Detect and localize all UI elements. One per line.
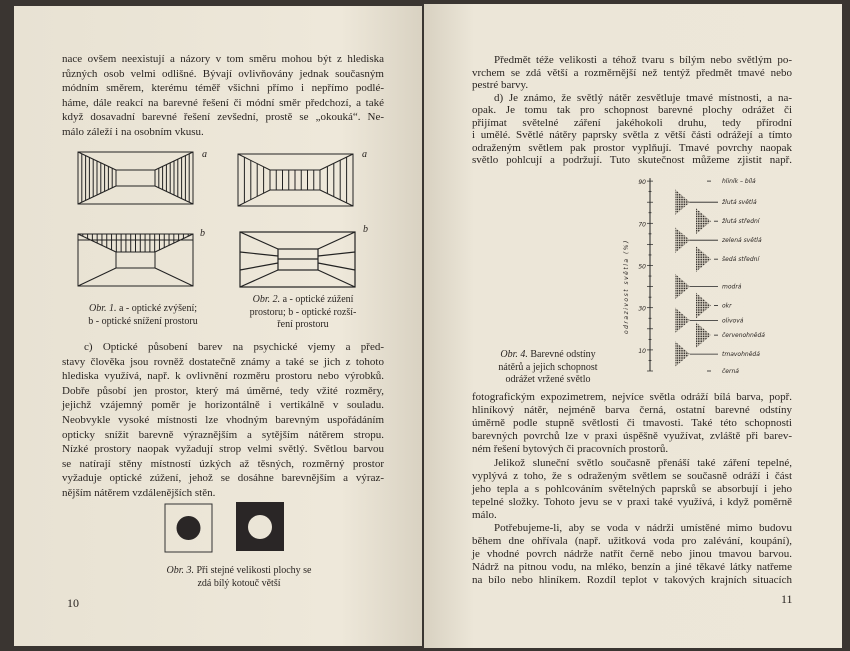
figure-1-label-b: b bbox=[200, 228, 205, 239]
left-page bbox=[14, 6, 422, 646]
text-line: světlo pohlcují a podržují. Tuto skutečnost můžeme zjistit např. bbox=[472, 154, 792, 166]
text-line: ném řešení bytových či pracovních prostorů. bbox=[472, 443, 669, 456]
page-number: 11 bbox=[781, 592, 793, 606]
reflectance-triangle bbox=[696, 293, 711, 319]
figure-1-label-a: a bbox=[202, 149, 207, 160]
paragraph bbox=[472, 391, 792, 456]
figure-2-caption: Obr. 2. a - optické zúžení prostoru; b - optické rozší- ření prostoru bbox=[249, 294, 357, 330]
color-label: hliník – bílá bbox=[722, 178, 756, 186]
y-axis-label: odrazivost světla (%) bbox=[623, 239, 630, 335]
text-line: úměrně podle stupně světlosti či tmavosti. Také této schopnosti bbox=[472, 417, 792, 430]
text-line: vyplývá z toho, že s odraženým světlem se současně odráží i část bbox=[472, 469, 792, 482]
text-line: jeho tepla a s pohlcováním světelných paprsků se absorbují i jeho bbox=[472, 482, 792, 495]
figure-4-caption: Obr. 4. Barevné odstíny nátěrů a jejich schopnost odrážet vržené světlo bbox=[498, 349, 598, 385]
figure-2-label-b: b bbox=[363, 224, 368, 235]
text-line: tepelné složky. Tohoto jevu se v praxi také využívá, i když poměrně bbox=[472, 495, 792, 508]
text-line: háme, dále reakcí na barevné řešení či módní směr předchozí, a také bbox=[62, 96, 384, 109]
figure-1-b-illustration bbox=[78, 234, 198, 289]
figure-2-a-illustration bbox=[238, 154, 358, 209]
text-line: přijímat světelné záření jakéhokoli druhu, tedy přírodní bbox=[472, 116, 792, 129]
text-line: Dobře působí jen prostor, který má úměrné, tedy vžité rozměry, bbox=[62, 384, 384, 397]
text-line: i umělé. Světlé nátěry paprsky světla z větší části odrážejí a tímto bbox=[472, 129, 792, 141]
reflectance-triangle bbox=[696, 246, 711, 272]
text-line: Předmět téže velikosti a téhož tvaru s bílým nebo světlým po- bbox=[494, 54, 792, 66]
tick-label: 90 bbox=[638, 179, 646, 187]
text-line: Nízké prostory naopak vyžadují strop velmi světlý. Světlou barvou bbox=[62, 443, 384, 456]
figure-4-reflectance-chart bbox=[424, 4, 842, 404]
color-label: žlutá světlá bbox=[722, 199, 757, 207]
text-line: když dosavadní barevné řešení zevšední, prostě se „okouká“. Ne- bbox=[62, 111, 384, 124]
reflectance-triangle bbox=[675, 308, 690, 334]
color-label: zelená světlá bbox=[722, 237, 762, 245]
reflectance-triangle bbox=[675, 189, 690, 215]
figure-3-caption: Obr. 3. Při stejné velikosti plochy se zdá bílý kotouč větší bbox=[166, 565, 312, 589]
text-line: módním směrem, kterému téměř všichni přímo i nepřímo podlé- bbox=[62, 82, 384, 95]
text-line: nějším nátěrem vzdálenějších stěn. bbox=[62, 486, 216, 499]
figure-1-a-illustration bbox=[78, 152, 198, 207]
text-line: různých osob velmi odlišné. Bývají ovlivňovány jednak současným bbox=[62, 67, 384, 80]
reflectance-triangle bbox=[675, 341, 690, 367]
tick-label: 50 bbox=[638, 263, 646, 271]
reflectance-triangle bbox=[696, 322, 711, 348]
text-line: Jelikož sluneční světlo současně přenáší také záření tepelné, bbox=[494, 456, 792, 469]
text-line: málo. bbox=[472, 508, 497, 521]
reflectance-triangle bbox=[696, 208, 711, 234]
right-page bbox=[424, 4, 842, 648]
text-line: hliníkový nátěr, nejméně barva černá, ostatní barevné odstíny bbox=[472, 404, 792, 417]
text-line: Potřebujeme-li, aby se voda v nádrži umístěné mimo budovu bbox=[494, 522, 792, 534]
text-line: Neobvykle vysoké místnosti lze vhodným barevným uspořádáním bbox=[62, 413, 384, 426]
text-line: opak. Je tomu tak pro schopnost barevné plochy odrážet či bbox=[472, 104, 792, 116]
figure-2-b-illustration bbox=[240, 232, 360, 287]
text-line: jejichž vzájemný poměr je horizontálně i vertikálně v souladu. bbox=[62, 399, 384, 412]
paragraph bbox=[62, 52, 384, 140]
text-line: se natírají stěny místností úzkých až těsných, rozměrný prostor bbox=[62, 457, 384, 470]
text-line: pestré barvy. bbox=[472, 79, 529, 91]
text-line: d) Je známo, že světlý nátěr zesvětluje tmavé místnosti, a na- bbox=[494, 91, 792, 104]
tick-label: 10 bbox=[638, 347, 646, 355]
text-line: nace ovšem neexistují a názory v tom směru mohou být z hlediska bbox=[62, 53, 384, 65]
text-line: na bílo nebo hliníkem. Rozdíl teplot v takových krajních situacích bbox=[472, 574, 792, 587]
figure-1-caption: Obr. 1. a - optické zvýšení; b - optické snížení prostoru bbox=[88, 303, 198, 327]
paragraph bbox=[62, 340, 384, 501]
text-line: hlediska využívá, např. k ovlivnění rozměru prostoru nebo výrobků. bbox=[62, 370, 384, 383]
reflectance-triangle bbox=[675, 274, 690, 300]
figure-2-label-a: a bbox=[362, 149, 367, 160]
text-line: fotografickým expozimetrem, nejvíce světla odráží bílá barva, popř. bbox=[472, 391, 792, 403]
color-label: šedá střední bbox=[722, 256, 760, 264]
text-line: málo záleží i na osobním vkusu. bbox=[62, 125, 204, 138]
text-line: během dne ohřívala (např. užitková voda pro zalévání, koupání), bbox=[472, 535, 792, 548]
text-line: je vhodné povrch nádrže natřít černě nebo jinou tmavou barvou. bbox=[472, 548, 792, 561]
tick-label: 70 bbox=[638, 221, 646, 229]
color-label: modrá bbox=[722, 283, 742, 291]
paragraph bbox=[472, 522, 792, 587]
color-label: černá bbox=[722, 368, 739, 375]
color-label: tmavohnědá bbox=[722, 351, 760, 359]
text-line: opticky snížit barevně výraznějším a sytějším nátěrem stropu. bbox=[62, 428, 384, 441]
text-line: odraženým světlem pak prostor vyplňují. Tmavé povrchy naopak bbox=[472, 141, 792, 154]
color-label: okr bbox=[722, 302, 732, 310]
black-disc bbox=[177, 516, 201, 540]
text-line: Nádrž na pitnou vodu, na mléko, benzín a jiné těkavé látky natřeme bbox=[472, 561, 792, 574]
reflectance-triangle bbox=[675, 227, 690, 253]
text-line: vyžaduje optické zúžení, jehož se dosáhne barevnějším a výraz- bbox=[62, 472, 384, 485]
text-line: stavy člověka jsou rovněž dostatečně známy a také se jich z tohoto bbox=[62, 355, 384, 368]
paragraph bbox=[472, 457, 792, 522]
color-label: žlutá střední bbox=[722, 218, 760, 226]
text-line: vrchem se zdá větší a rozměrnější než tentýž předmět tmavé nebo bbox=[472, 66, 792, 79]
white-disc bbox=[248, 515, 272, 539]
color-label: červenohnědá bbox=[722, 332, 765, 340]
figure-3-illustration bbox=[164, 500, 314, 555]
text-line: c) Optické působení barev na psychické vjemy a před- bbox=[84, 341, 384, 353]
page-number: 10 bbox=[67, 596, 79, 610]
tick-label: 30 bbox=[638, 305, 646, 313]
color-label: olivová bbox=[722, 317, 744, 325]
text-line: barevných povrchů lze v praxi úspěšně využívat, zvláště při barev- bbox=[472, 430, 792, 443]
